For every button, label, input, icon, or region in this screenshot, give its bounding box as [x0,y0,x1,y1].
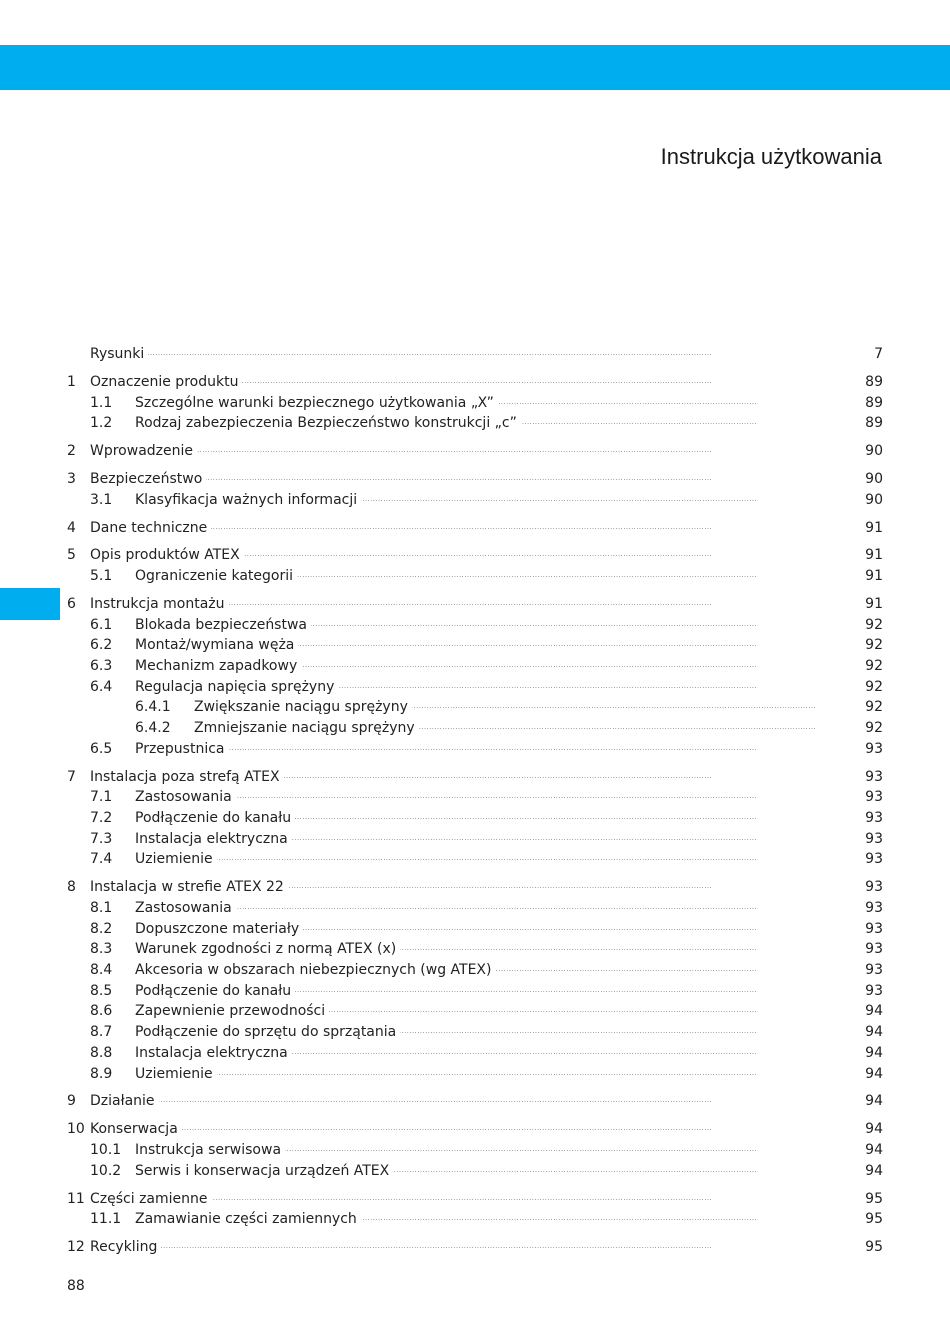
toc-entry-page: 95 [865,1211,883,1228]
toc-entry-label [135,960,847,981]
toc-entry-label [194,697,847,718]
toc-entry-number: 7.1 [90,789,113,806]
toc-entry[interactable] [67,1022,883,1043]
toc-entry-label-text: Rysunki [90,346,148,362]
toc-entry[interactable] [67,767,883,788]
toc-entry-label-text: Warunek zgodności z normą ATEX (x) [135,941,400,957]
toc-entry-label [135,849,847,870]
toc-entry-label-text: Recykling [90,1239,161,1255]
toc-entry-page: 93 [865,830,883,847]
toc-entry-label-text: Zwiększanie naciągu sprężyny [194,699,412,715]
toc-entry-page: 92 [865,658,883,675]
toc-entry-label-text: Serwis i konserwacja urządzeń ATEX [135,1163,393,1179]
toc-entry-number: 2 [67,443,76,460]
toc-entry[interactable] [67,739,883,760]
toc-entry-page: 95 [865,1190,883,1207]
toc-entry-label [90,441,847,462]
toc-entry-label-text: Montaż/wymiana węża [135,637,298,653]
toc-entry-label-text: Dane techniczne [90,520,211,536]
toc-entry-number: 5.1 [90,568,113,585]
toc-entry-number: 6.4.1 [135,699,171,716]
table-of-contents [67,344,883,1258]
toc-entry-number: 7.2 [90,810,113,827]
toc-entry-page: 93 [865,879,883,896]
toc-entry-label-text: Instalacja w strefie ATEX 22 [90,879,288,895]
toc-entry-page: 93 [865,962,883,979]
toc-entry-label-text: Zastosowania [135,900,236,916]
toc-entry-number: 12 [67,1239,85,1256]
toc-entry-number: 7.4 [90,851,113,868]
toc-entry-label-text: Konserwacja [90,1121,182,1137]
toc-entry-number: 8.1 [90,900,113,916]
toc-entry-label [90,469,847,490]
toc-entry-label-text: Uziemienie [135,851,217,867]
toc-entry-page: 7 [874,346,883,362]
toc-entry-label [90,372,847,393]
toc-entry-page: 93 [865,810,883,827]
toc-entry-label-text: Uziemienie [135,1066,217,1082]
toc-entry-label [135,677,847,698]
toc-entry-page: 93 [865,740,883,757]
toc-entry-label [135,1140,847,1161]
toc-entry-page: 93 [865,789,883,806]
toc-entry-label [194,718,847,739]
toc-entry-number: 7 [67,768,76,785]
toc-entry-label [135,566,847,587]
toc-entry-label-text: Dopuszczone materiały [135,921,303,937]
toc-entry-page: 89 [865,415,883,432]
toc-entry-label-text: Instalacja elektryczna [135,831,292,847]
toc-entry-number: 8 [67,879,76,896]
toc-entry-label-text: Instrukcja serwisowa [135,1142,285,1158]
toc-entry-label [135,1064,847,1085]
toc-entry-number: 8.2 [90,920,113,937]
toc-entry-number: 1.2 [90,415,113,432]
section-tab-marker [0,588,60,620]
toc-entry-page: 91 [865,519,883,536]
toc-entry-label-text: Oznaczenie produktu [90,374,242,390]
toc-entry[interactable] [67,1140,883,1161]
toc-entry-label [90,594,847,615]
toc-entry-page: 93 [865,900,883,916]
header-accent-bar [0,45,950,90]
toc-entry-number: 3.1 [90,491,113,508]
toc-entry-label [135,490,847,511]
toc-entry[interactable] [67,1064,883,1085]
toc-entry-label [90,1237,847,1258]
toc-entry-page: 92 [865,678,883,695]
toc-entry-page: 93 [865,851,883,868]
toc-entry[interactable] [67,594,883,615]
toc-entry-number: 6.5 [90,740,113,757]
toc-entry-label-text: Zapewnienie przewodności [135,1003,329,1019]
toc-entry[interactable] [67,939,883,960]
toc-entry-page: 92 [865,720,883,737]
toc-entry-label-text: Przepustnica [135,741,229,757]
document-title: Instrukcja użytkowania [660,144,882,169]
toc-entry-label-text: Rodzaj zabezpieczenia Bezpieczeństwo konstrukcji „c” [135,415,521,431]
toc-entry-label [90,545,847,566]
toc-entry-page: 90 [865,443,883,460]
toc-entry-page: 90 [865,471,883,487]
toc-entry[interactable] [67,615,883,636]
toc-entry-label [135,393,847,414]
toc-entry[interactable] [67,545,883,566]
toc-entry-label [135,615,847,636]
toc-entry-label [135,898,847,919]
toc-entry[interactable] [67,372,883,393]
toc-entry-label [90,877,847,898]
toc-entry-number: 11.1 [90,1211,122,1228]
toc-entry[interactable] [67,960,883,981]
toc-entry-label-text: Klasyfikacja ważnych informacji [135,492,361,508]
toc-entry[interactable] [67,490,883,511]
toc-entry-number: 8.9 [90,1065,113,1082]
toc-entry-page: 94 [865,1024,883,1041]
toc-entry[interactable] [67,718,883,739]
toc-entry[interactable] [67,877,883,898]
toc-entry-number: 5 [67,547,76,564]
toc-entry[interactable] [67,1189,883,1210]
toc-entry-label [90,344,847,365]
toc-entry[interactable] [67,808,883,829]
toc-entry[interactable] [67,566,883,587]
toc-entry-page: 94 [865,1093,883,1110]
toc-entry-label-text: Zmniejszanie naciągu sprężyny [194,720,419,736]
toc-entry-number: 8.6 [90,1003,113,1020]
toc-entry-label-text: Podłączenie do kanału [135,983,295,999]
toc-entry-label [135,656,847,677]
toc-entry-page: 91 [865,596,883,612]
toc-entry-page: 91 [865,568,883,585]
toc-entry-number: 8.8 [90,1044,113,1061]
toc-entry-label-text: Blokada bezpieczeństwa [135,617,311,633]
toc-entry-number: 8.7 [90,1024,113,1041]
toc-entry-number: 10 [67,1121,85,1138]
toc-entry-label [135,635,847,656]
toc-entry-label [135,919,847,940]
toc-entry[interactable] [67,849,883,870]
toc-entry[interactable] [67,656,883,677]
toc-entry[interactable] [67,1237,883,1258]
toc-entry-page: 92 [865,637,883,654]
toc-entry-number: 6 [67,596,76,612]
toc-entry-number: 10.2 [90,1162,122,1179]
toc-entry-number: 1.1 [90,394,113,411]
toc-entry-label [135,1209,847,1230]
toc-entry-page: 93 [865,982,883,999]
toc-entry-number: 6.4.2 [135,720,171,737]
toc-entry[interactable] [67,697,883,718]
toc-entry[interactable] [67,1209,883,1230]
toc-entry-label-text: Wprowadzenie [90,443,197,459]
toc-entry-label [90,1189,847,1210]
toc-entry-label [135,1022,847,1043]
toc-entry-number: 7.3 [90,830,113,847]
toc-entry-number: 6.1 [90,616,113,633]
toc-entry[interactable] [67,1001,883,1022]
toc-entry-label-text: Instrukcja montażu [90,596,229,612]
toc-entry-page: 94 [865,1044,883,1061]
toc-entry-label [135,739,847,760]
toc-entry-label [90,518,847,539]
toc-entry[interactable] [67,344,883,365]
toc-entry-label [135,829,847,850]
page-number: 88 [67,1278,85,1294]
toc-entry-label-text: Części zamienne [90,1191,212,1207]
toc-entry[interactable] [67,1161,883,1182]
toc-entry[interactable] [67,635,883,656]
toc-entry-number: 10.1 [90,1141,122,1158]
toc-entry-label-text: Bezpieczeństwo [90,471,206,487]
toc-entry-label-text: Instalacja elektryczna [135,1045,292,1061]
toc-entry-page: 94 [865,1162,883,1179]
toc-entry-label-text: Mechanizm zapadkowy [135,658,301,674]
toc-entry-page: 95 [865,1239,883,1256]
toc-entry[interactable] [67,981,883,1002]
toc-entry-number: 8.4 [90,962,113,979]
toc-entry[interactable] [67,787,883,808]
toc-entry-label-text: Akcesoria w obszarach niebezpiecznych (wg ATEX) [135,962,496,978]
toc-entry-label [90,767,847,788]
toc-entry-page: 93 [865,768,883,785]
toc-entry-page: 93 [865,941,883,958]
toc-entry[interactable] [67,393,883,414]
toc-entry-page: 89 [865,394,883,411]
toc-entry-label [90,1091,847,1112]
toc-entry-page: 94 [865,1141,883,1158]
toc-entry-number: 8.3 [90,941,113,958]
toc-entry[interactable] [67,898,883,919]
toc-entry[interactable] [67,518,883,539]
toc-entry-label [135,939,847,960]
toc-entry[interactable] [67,1043,883,1064]
toc-entry-label [135,808,847,829]
toc-entry-number: 1 [67,373,76,390]
toc-entry[interactable] [67,919,883,940]
toc-entry-label-text: Zastosowania [135,789,236,805]
toc-entry-label-text: Regulacja napięcia sprężyny [135,679,338,695]
toc-entry-page: 92 [865,699,883,716]
toc-entry[interactable] [67,413,883,434]
toc-entry-number: 6.4 [90,678,113,695]
toc-entry-label-text: Opis produktów ATEX [90,547,244,563]
toc-entry-number: 6.3 [90,658,113,675]
toc-entry-page: 93 [865,920,883,937]
toc-entry-label [135,1001,847,1022]
toc-entry-page: 89 [865,373,883,390]
toc-entry-label [90,1119,847,1140]
toc-entry[interactable] [67,1119,883,1140]
toc-entry[interactable] [67,469,883,490]
toc-entry-page: 94 [865,1003,883,1020]
toc-entry-number: 8.5 [90,982,113,999]
toc-entry-label [135,1161,847,1182]
toc-entry-number: 4 [67,519,76,536]
toc-entry-page: 90 [865,491,883,508]
toc-entry-label-text: Szczególne warunki bezpiecznego użytkowania „X” [135,395,498,411]
toc-entry-label-text: Podłączenie do sprzętu do sprzątania [135,1024,400,1040]
toc-entry[interactable] [67,1091,883,1112]
toc-entry-label-text: Instalacja poza strefą ATEX [90,769,284,785]
toc-entry-page: 92 [865,616,883,633]
toc-entry-label [135,787,847,808]
toc-entry-label [135,981,847,1002]
toc-entry-page: 91 [865,547,883,564]
toc-entry[interactable] [67,441,883,462]
toc-entry-label-text: Działanie [90,1093,159,1109]
toc-entry-number: 11 [67,1190,85,1207]
toc-entry-label [135,1043,847,1064]
toc-entry-label-text: Podłączenie do kanału [135,810,295,826]
toc-entry-label-text: Ograniczenie kategorii [135,568,297,584]
toc-entry-number: 9 [67,1093,76,1110]
toc-entry[interactable] [67,677,883,698]
toc-entry-number: 3 [67,471,76,487]
toc-entry-label [135,413,847,434]
toc-entry[interactable] [67,829,883,850]
toc-entry-page: 94 [865,1121,883,1138]
toc-entry-page: 94 [865,1065,883,1082]
toc-entry-label-text: Zamawianie części zamiennych [135,1211,361,1227]
toc-entry-number: 6.2 [90,637,113,654]
